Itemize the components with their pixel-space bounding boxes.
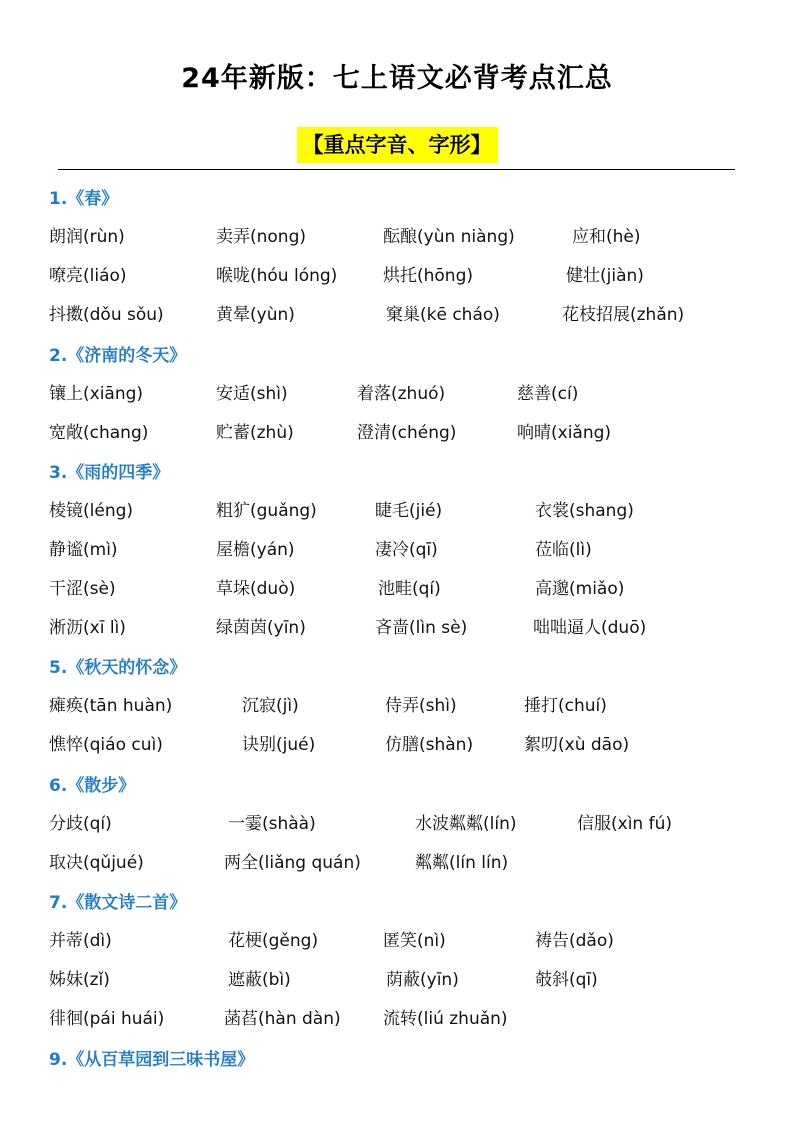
vocab-term: 花枝招展(zhǎn): [562, 305, 685, 325]
vocab-term: 屋檐(yán): [216, 540, 295, 560]
page-title: 24年新版：七上语文必背考点汇总: [181, 63, 613, 94]
vocab-term: 遮蔽(bì): [228, 970, 291, 990]
vocab-term: 水波粼粼(lín): [415, 814, 517, 834]
vocab-term: 吝啬(lìn sè): [375, 618, 468, 638]
vocab-term: 着落(zhuó): [357, 384, 446, 404]
vocab-term: 高邈(miǎo): [535, 579, 625, 599]
vocab-term: 棱镜(léng): [49, 501, 134, 521]
section-heading: 6.《散步》: [49, 776, 136, 796]
vocab-term: 窠巢(kē cháo): [386, 305, 500, 325]
vocab-term: 衣裳(shang): [535, 501, 634, 521]
vocab-term: 诀别(jué): [242, 735, 316, 755]
vocab-term: 粼粼(lín lín): [415, 853, 509, 873]
vocab-term: 静谧(mì): [49, 540, 118, 560]
vocab-term: 徘徊(pái huái): [49, 1009, 165, 1029]
vocab-term: 干涩(sè): [49, 579, 116, 599]
section-heading: 2.《济南的冬天》: [49, 346, 187, 366]
vocab-term: 荫蔽(yīn): [386, 970, 459, 990]
vocab-term: 绿茵茵(yīn): [216, 618, 306, 638]
vocab-term: 憔悴(qiáo cuì): [49, 735, 163, 755]
vocab-term: 瘫痪(tān huàn): [49, 696, 173, 716]
vocab-term: 粗犷(guǎng): [216, 501, 317, 521]
section-heading: 1.《春》: [49, 189, 119, 209]
vocab-term: 镶上(xiāng): [49, 384, 144, 404]
vocab-term: 莅临(lì): [535, 540, 592, 560]
vocab-term: 取决(qǔjué): [49, 853, 144, 873]
vocab-term: 慈善(cí): [517, 384, 579, 404]
vocab-term: 淅沥(xī lì): [49, 618, 126, 638]
vocab-term: 流转(liú zhuǎn): [383, 1009, 508, 1029]
vocab-term: 凄冷(qī): [375, 540, 438, 560]
vocab-term: 烘托(hōng): [383, 266, 474, 286]
vocab-term: 喉咙(hóu lóng): [216, 266, 338, 286]
vocab-term: 咄咄逼人(duō): [533, 618, 647, 638]
vocab-term: 草垛(duò): [216, 579, 296, 599]
vocab-term: 宽敞(chang): [49, 423, 149, 443]
vocab-term: 絮叨(xù dāo): [524, 735, 630, 755]
vocab-term: 抖擞(dǒu sǒu): [49, 305, 164, 325]
vocab-term: 捶打(chuí): [524, 696, 607, 716]
vocab-term: 池畦(qí): [378, 579, 441, 599]
vocab-term: 一霎(shàà): [228, 814, 316, 834]
vocab-term: 菡萏(hàn dàn): [224, 1009, 341, 1029]
section-heading: 9.《从百草园到三味书屋》: [49, 1050, 255, 1070]
vocab-term: 分歧(qí): [49, 814, 112, 834]
vocab-term: 应和(hè): [572, 227, 641, 247]
vocab-term: 酝酿(yùn niàng): [383, 227, 515, 247]
vocab-term: 响晴(xiǎng): [517, 423, 612, 443]
vocab-term: 祷告(dǎo): [535, 931, 614, 951]
vocab-term: 睫毛(jié): [375, 501, 443, 521]
vocab-term: 健壮(jiàn): [566, 266, 644, 286]
vocab-term: 仿膳(shàn): [385, 735, 474, 755]
section-subtitle: 【重点字音、字形】: [297, 127, 498, 163]
vocab-term: 并蒂(dì): [49, 931, 112, 951]
vocab-term: 贮蓄(zhù): [216, 423, 294, 443]
section-heading: 7.《散文诗二首》: [49, 893, 187, 913]
vocab-term: 信服(xìn fú): [577, 814, 672, 834]
vocab-term: 安适(shì): [216, 384, 288, 404]
vocab-term: 沉寂(jì): [242, 696, 299, 716]
vocab-term: 侍弄(shì): [385, 696, 457, 716]
vocab-term: 姊妹(zǐ): [49, 970, 110, 990]
vocab-term: 花梗(gěng): [228, 931, 319, 951]
vocab-term: 匿笑(nì): [383, 931, 446, 951]
vocab-term: 卖弄(nong): [216, 227, 307, 247]
section-heading: 3.《雨的四季》: [49, 463, 170, 483]
vocab-term: 嘹亮(liáo): [49, 266, 127, 286]
vocab-term: 攲斜(qī): [535, 970, 598, 990]
vocab-term: 朗润(rùn): [49, 227, 125, 247]
vocab-term: 黄晕(yùn): [216, 305, 295, 325]
section-heading: 5.《秋天的怀念》: [49, 658, 187, 678]
vocab-term: 澄清(chéng): [357, 423, 457, 443]
vocab-term: 两全(liǎng quán): [224, 853, 361, 873]
